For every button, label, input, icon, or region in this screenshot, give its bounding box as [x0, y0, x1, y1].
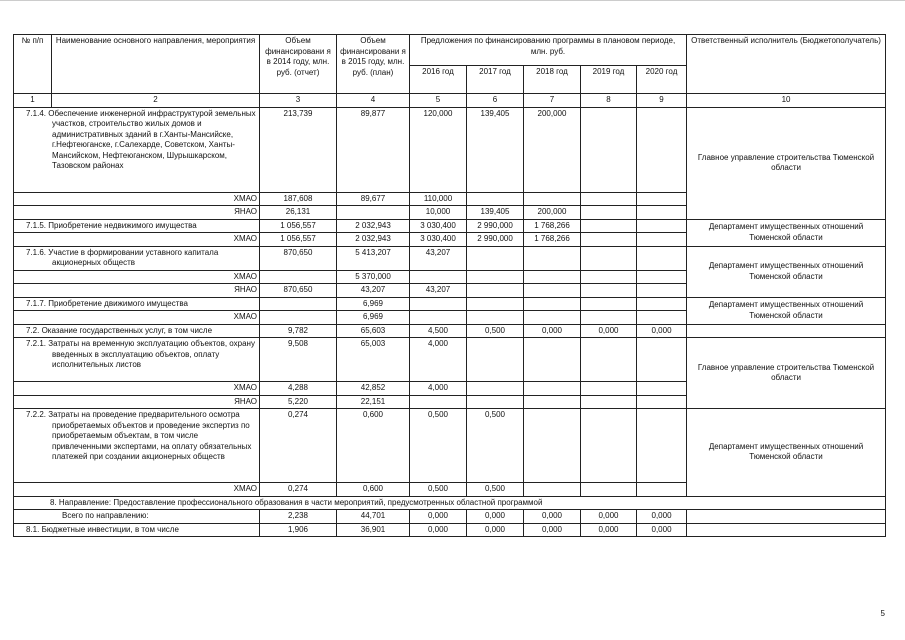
colnum: 3 [260, 94, 337, 108]
row-name: 7.1.5. Приобретение недвижимого имущества [14, 219, 260, 233]
cell-2016: 0,500 [410, 483, 467, 497]
row-name: 7.1.6. Участие в формировании уставного капитала акционерных обществ [14, 246, 260, 270]
row-name: 7.2. Оказание государственных услуг, в том числе [14, 324, 260, 338]
cell-2015: 36,901 [337, 523, 410, 537]
cell-2018: 0,000 [524, 324, 581, 338]
scan-edge-line [0, 0, 905, 1]
cell-2015: 42,852 [337, 382, 410, 396]
responsible-cell: Департамент имущественных отношений Тюменской области [687, 409, 886, 497]
cell-2015: 44,701 [337, 510, 410, 524]
header-vol-2015: Объем финансировани я в 2015 году, млн. руб. (план) [337, 35, 410, 94]
cell-2017: 2 990,000 [467, 233, 524, 247]
cell-2015: 2 032,943 [337, 233, 410, 247]
table-row [14, 338, 886, 382]
cell-2016: 120,000 [410, 107, 467, 192]
header-proposals: Предложения по финансированию программы в плановом периоде, млн. руб. [410, 35, 687, 66]
total-row [14, 510, 886, 524]
cell-2014: 9,508 [260, 338, 337, 382]
cell-2014: 1,906 [260, 523, 337, 537]
table-row [14, 324, 886, 338]
cell-2020 [637, 107, 687, 192]
header-2020: 2020 год [637, 66, 687, 94]
program-financing-table [13, 34, 886, 537]
cell-2020: 0,000 [637, 510, 687, 524]
cell-2017: 0,000 [467, 523, 524, 537]
header-2019: 2019 год [581, 66, 637, 94]
cell-2019: 0,000 [581, 324, 637, 338]
region-label: ХМАО [14, 192, 260, 206]
region-label: ЯНАО [14, 395, 260, 409]
row-name: Всего по направлению: [14, 510, 260, 524]
header-2016: 2016 год [410, 66, 467, 94]
responsible-cell: Департамент имущественных отношений Тюменской области [687, 246, 886, 297]
region-label: ЯНАО [14, 284, 260, 298]
responsible-cell: Департамент имущественных отношений Тюменской области [687, 297, 886, 324]
cell-2016: 43,207 [410, 246, 467, 270]
cell-2016: 10,000 [410, 206, 467, 220]
cell-2017: 0,500 [467, 483, 524, 497]
header-row [14, 35, 886, 66]
cell-2018: 200,000 [524, 206, 581, 220]
cell-2018: 0,000 [524, 523, 581, 537]
header-vol-2014: Объем финансировани я в 2014 году, млн. руб. (отчет) [260, 35, 337, 94]
cell-2016: 4,500 [410, 324, 467, 338]
cell-2016: 43,207 [410, 284, 467, 298]
cell-2015: 43,207 [337, 284, 410, 298]
colnum: 5 [410, 94, 467, 108]
cell-2018: 200,000 [524, 107, 581, 192]
region-label: ХМАО [14, 382, 260, 396]
section-heading: 8. Направление: Предоставление профессионального образования в части мероприятий, предусмотренных областной программой [14, 496, 886, 510]
cell-2015: 5 370,000 [337, 270, 410, 284]
row-name: 7.1.7. Приобретение движимого имущества [14, 297, 260, 311]
row-name: 8.1. Бюджетные инвестиции, в том числе [14, 523, 260, 537]
cell-2020: 0,000 [637, 523, 687, 537]
cell-2018: 0,000 [524, 510, 581, 524]
cell-2016: 0,000 [410, 510, 467, 524]
cell-2014: 9,782 [260, 324, 337, 338]
cell-2015: 65,603 [337, 324, 410, 338]
cell-2019: 0,000 [581, 510, 637, 524]
region-label: ХМАО [14, 311, 260, 325]
region-label: ХМАО [14, 483, 260, 497]
cell-2014: 1 056,557 [260, 219, 337, 233]
cell-2015: 2 032,943 [337, 219, 410, 233]
cell-2014: 1 056,557 [260, 233, 337, 247]
cell-2016: 110,000 [410, 192, 467, 206]
cell-2017: 2 990,000 [467, 219, 524, 233]
cell-2015: 0,600 [337, 409, 410, 483]
table-row [14, 409, 886, 483]
cell-2018: 1 768,266 [524, 233, 581, 247]
region-label: ХМАО [14, 270, 260, 284]
cell-2020: 0,000 [637, 324, 687, 338]
cell-2015: 5 413,207 [337, 246, 410, 270]
section-row [14, 496, 886, 510]
responsible-cell: Главное управление строительства Тюменской области [687, 338, 886, 409]
cell-2016: 0,000 [410, 523, 467, 537]
row-name: 7.2.1. Затраты на временную эксплуатацию объектов, охрану введенных в эксплуатацию объектов, оплату исполнительных листов [14, 338, 260, 382]
table-row [14, 107, 886, 192]
cell-2017: 0,000 [467, 510, 524, 524]
cell-2015: 6,969 [337, 311, 410, 325]
cell-2014: 870,650 [260, 246, 337, 270]
cell-2016: 4,000 [410, 338, 467, 382]
table-row [14, 297, 886, 311]
cell-2017: 139,405 [467, 206, 524, 220]
column-number-row [14, 94, 886, 108]
cell-2016: 4,000 [410, 382, 467, 396]
cell-2014: 5,220 [260, 395, 337, 409]
responsible-cell: Департамент имущественных отношений Тюменской области [687, 219, 886, 246]
header-2018: 2018 год [524, 66, 581, 94]
cell-2017: 0,500 [467, 409, 524, 483]
cell-2014: 4,288 [260, 382, 337, 396]
cell-2014: 2,238 [260, 510, 337, 524]
colnum: 6 [467, 94, 524, 108]
cell-2014: 187,608 [260, 192, 337, 206]
row-name: 7.2.2. Затраты на проведение предварительного осмотра приобретаемых объектов и проведение экспертиз по приобретаемым объектам, в том числе привлеченными экспертами, на оплату обязательных платежей при создании акционерных обществ [14, 409, 260, 483]
cell-2016: 3 030,400 [410, 219, 467, 233]
header-2017: 2017 год [467, 66, 524, 94]
colnum: 7 [524, 94, 581, 108]
colnum: 4 [337, 94, 410, 108]
row-name: 7.1.4. Обеспечение инженерной инфраструктурой земельных участков, строительство жилых домов и административных зданий в г.Ханты-Мансийске, г.Нефтеюганске, г.Салехарде, Советском, Ханты-Мансийском, Нефтеюганском, Шурышкарском, Тазовском районах [14, 107, 260, 192]
colnum: 8 [581, 94, 637, 108]
header-name: Наименование основного направления, мероприятия [52, 35, 260, 94]
cell-2015: 65,003 [337, 338, 410, 382]
region-label: ЯНАО [14, 206, 260, 220]
cell-2015: 0,600 [337, 483, 410, 497]
cell-2019 [581, 107, 637, 192]
table-row [14, 219, 886, 233]
cell-2016: 0,500 [410, 409, 467, 483]
cell-2018: 1 768,266 [524, 219, 581, 233]
colnum: 9 [637, 94, 687, 108]
colnum: 1 [14, 94, 52, 108]
cell-2017: 139,405 [467, 107, 524, 192]
cell-2014: 0,274 [260, 409, 337, 483]
cell-2015: 6,969 [337, 297, 410, 311]
cell-2017: 0,500 [467, 324, 524, 338]
header-num: № п/п [14, 35, 52, 94]
colnum: 10 [687, 94, 886, 108]
colnum: 2 [52, 94, 260, 108]
header-responsible: Ответственный исполнитель (Бюджетополучатель) [687, 35, 886, 94]
cell-2019: 0,000 [581, 523, 637, 537]
cell-2014: 870,650 [260, 284, 337, 298]
table-row [14, 246, 886, 270]
cell-2016: 3 030,400 [410, 233, 467, 247]
responsible-cell: Главное управление строительства Тюменской области [687, 107, 886, 219]
region-label: ХМАО [14, 233, 260, 247]
cell-2014: 26,131 [260, 206, 337, 220]
page-number: 5 [880, 609, 885, 618]
cell-2015: 22,151 [337, 395, 410, 409]
cell-2014: 213,739 [260, 107, 337, 192]
cell-2014: 0,274 [260, 483, 337, 497]
cell-2015: 89,677 [337, 192, 410, 206]
table-row [14, 523, 886, 537]
cell-2015: 89,877 [337, 107, 410, 192]
